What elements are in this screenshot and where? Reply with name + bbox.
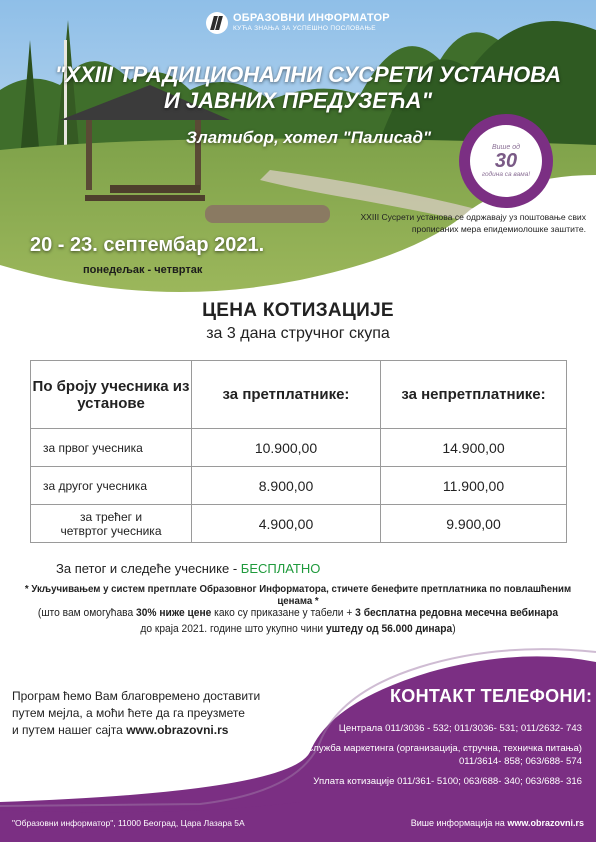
badge-top-text: Више од <box>492 144 520 151</box>
savings-text: (што вам омогућава <box>37 607 137 619</box>
anniversary-badge <box>459 114 553 208</box>
contact-list <box>280 722 582 795</box>
hero-photo <box>0 0 596 300</box>
contact-marketing <box>280 742 582 768</box>
health-notice: XXIII Сусрети установа се одржавају уз поштовање свих прописаних мера епидемиолошке заштите. <box>360 212 586 234</box>
brand-name: ОБРАЗОВНИ ИНФОРМАТОР <box>233 12 390 25</box>
pricing-subtitle: за 3 дана стручног скупа <box>206 325 390 342</box>
event-title <box>0 62 596 114</box>
event-title-line1: "XXIII ТРАДИЦИОНАЛНИ СУСРЕТИ УСТАНОВА <box>54 62 562 87</box>
event-days: понедељак - четвртак <box>83 264 203 276</box>
more-info-prefix: Више информација на <box>410 818 508 828</box>
badge-number: 30 <box>494 150 518 172</box>
contact-marketing-phones: 011/3614- 858; 063/688- 574 <box>458 756 582 767</box>
brand-logo-icon <box>206 12 228 34</box>
savings-text: ) <box>452 623 456 635</box>
free-value: БЕСПЛАТНО <box>240 561 321 576</box>
free-participants-note <box>56 561 320 576</box>
savings-note <box>21 605 575 637</box>
event-title-line2: И ЈАВНИХ ПРЕДУЗЕЋА" <box>163 88 433 113</box>
more-info <box>411 818 584 828</box>
table-row <box>31 429 567 467</box>
subscriber-price: 8.900,00 <box>192 467 381 505</box>
contact-title: КОНТАКТ ТЕЛЕФОНИ: <box>390 686 593 706</box>
free-prefix: За петог и следеће учеснике - <box>56 561 241 576</box>
company-address: "Образовни информатор", 11000 Београд, Цара Лазара 5А <box>12 818 245 828</box>
savings-text: до краја 2021. године што укупно чини <box>140 623 326 635</box>
contact-central: Централа 011/3036 - 532; 011/3036- 531; 011/2632- 743 <box>338 723 582 734</box>
header-subscribers: за претплатнике: <box>192 361 381 429</box>
pricing-table <box>30 360 567 543</box>
row-label: за другог учесника <box>31 467 192 505</box>
more-info-link[interactable]: www.obrazovni.rs <box>507 818 584 828</box>
badge-bottom-text: година са вама! <box>481 171 531 178</box>
brand-tagline: КУЋА ЗНАЊА ЗА УСПЕШНО ПОСЛОВАЊЕ <box>233 25 376 33</box>
pricing-title: ЦЕНА КОТИЗАЦИЈЕ <box>202 300 394 321</box>
website-link[interactable]: www.obrazovni.rs <box>126 723 229 737</box>
program-info-line2: путем мејла, а моћи ћете да га преузмете <box>12 706 245 720</box>
non-subscriber-price: 9.900,00 <box>381 505 567 543</box>
row-label-line1: за трећег и <box>79 509 143 524</box>
subscription-note: * Укључивањем у систем претплате Образовног Информатора, стичете бенефите претплатника по повлашћеним ценама * <box>24 583 572 607</box>
non-subscriber-price: 11.900,00 <box>381 467 567 505</box>
non-subscriber-price: 14.900,00 <box>381 429 567 467</box>
table-row <box>31 505 567 543</box>
event-dates: 20 - 23. септембар 2021. <box>30 234 265 256</box>
contact-payment: Уплата котизације 011/361- 5100; 063/688- 340; 063/688- 316 <box>313 776 582 787</box>
brand-logo[interactable] <box>206 12 390 34</box>
row-label-line2: четвртог учесника <box>60 523 162 538</box>
subscriber-price: 10.900,00 <box>192 429 381 467</box>
program-info <box>12 688 272 739</box>
event-location: Златибор, хотел "Палисад" <box>186 128 432 147</box>
header-non-subscribers: за непретплатнике: <box>381 361 567 429</box>
discount-highlight: 30% ниже цене <box>136 607 212 619</box>
header-participants: По броју учесника из установе <box>31 361 192 429</box>
contact-marketing-label: Служба маркетинга (организација, стручна, техничка питања) <box>306 743 582 754</box>
subscriber-price: 4.900,00 <box>192 505 381 543</box>
savings-highlight: уштеду од 56.000 динара <box>325 623 453 635</box>
row-label <box>31 505 192 543</box>
savings-text: како су приказане у табели + <box>211 607 356 619</box>
row-label: за првог учесника <box>31 429 192 467</box>
table-row <box>31 467 567 505</box>
pricing-table-header <box>31 361 567 429</box>
webinar-highlight: 3 бесплатна редовна месечна вебинара <box>355 607 559 619</box>
program-info-line1: Програм ћемо Вам благовремено доставити <box>12 689 261 703</box>
program-info-line3: и путем нашег сајта <box>12 723 127 737</box>
